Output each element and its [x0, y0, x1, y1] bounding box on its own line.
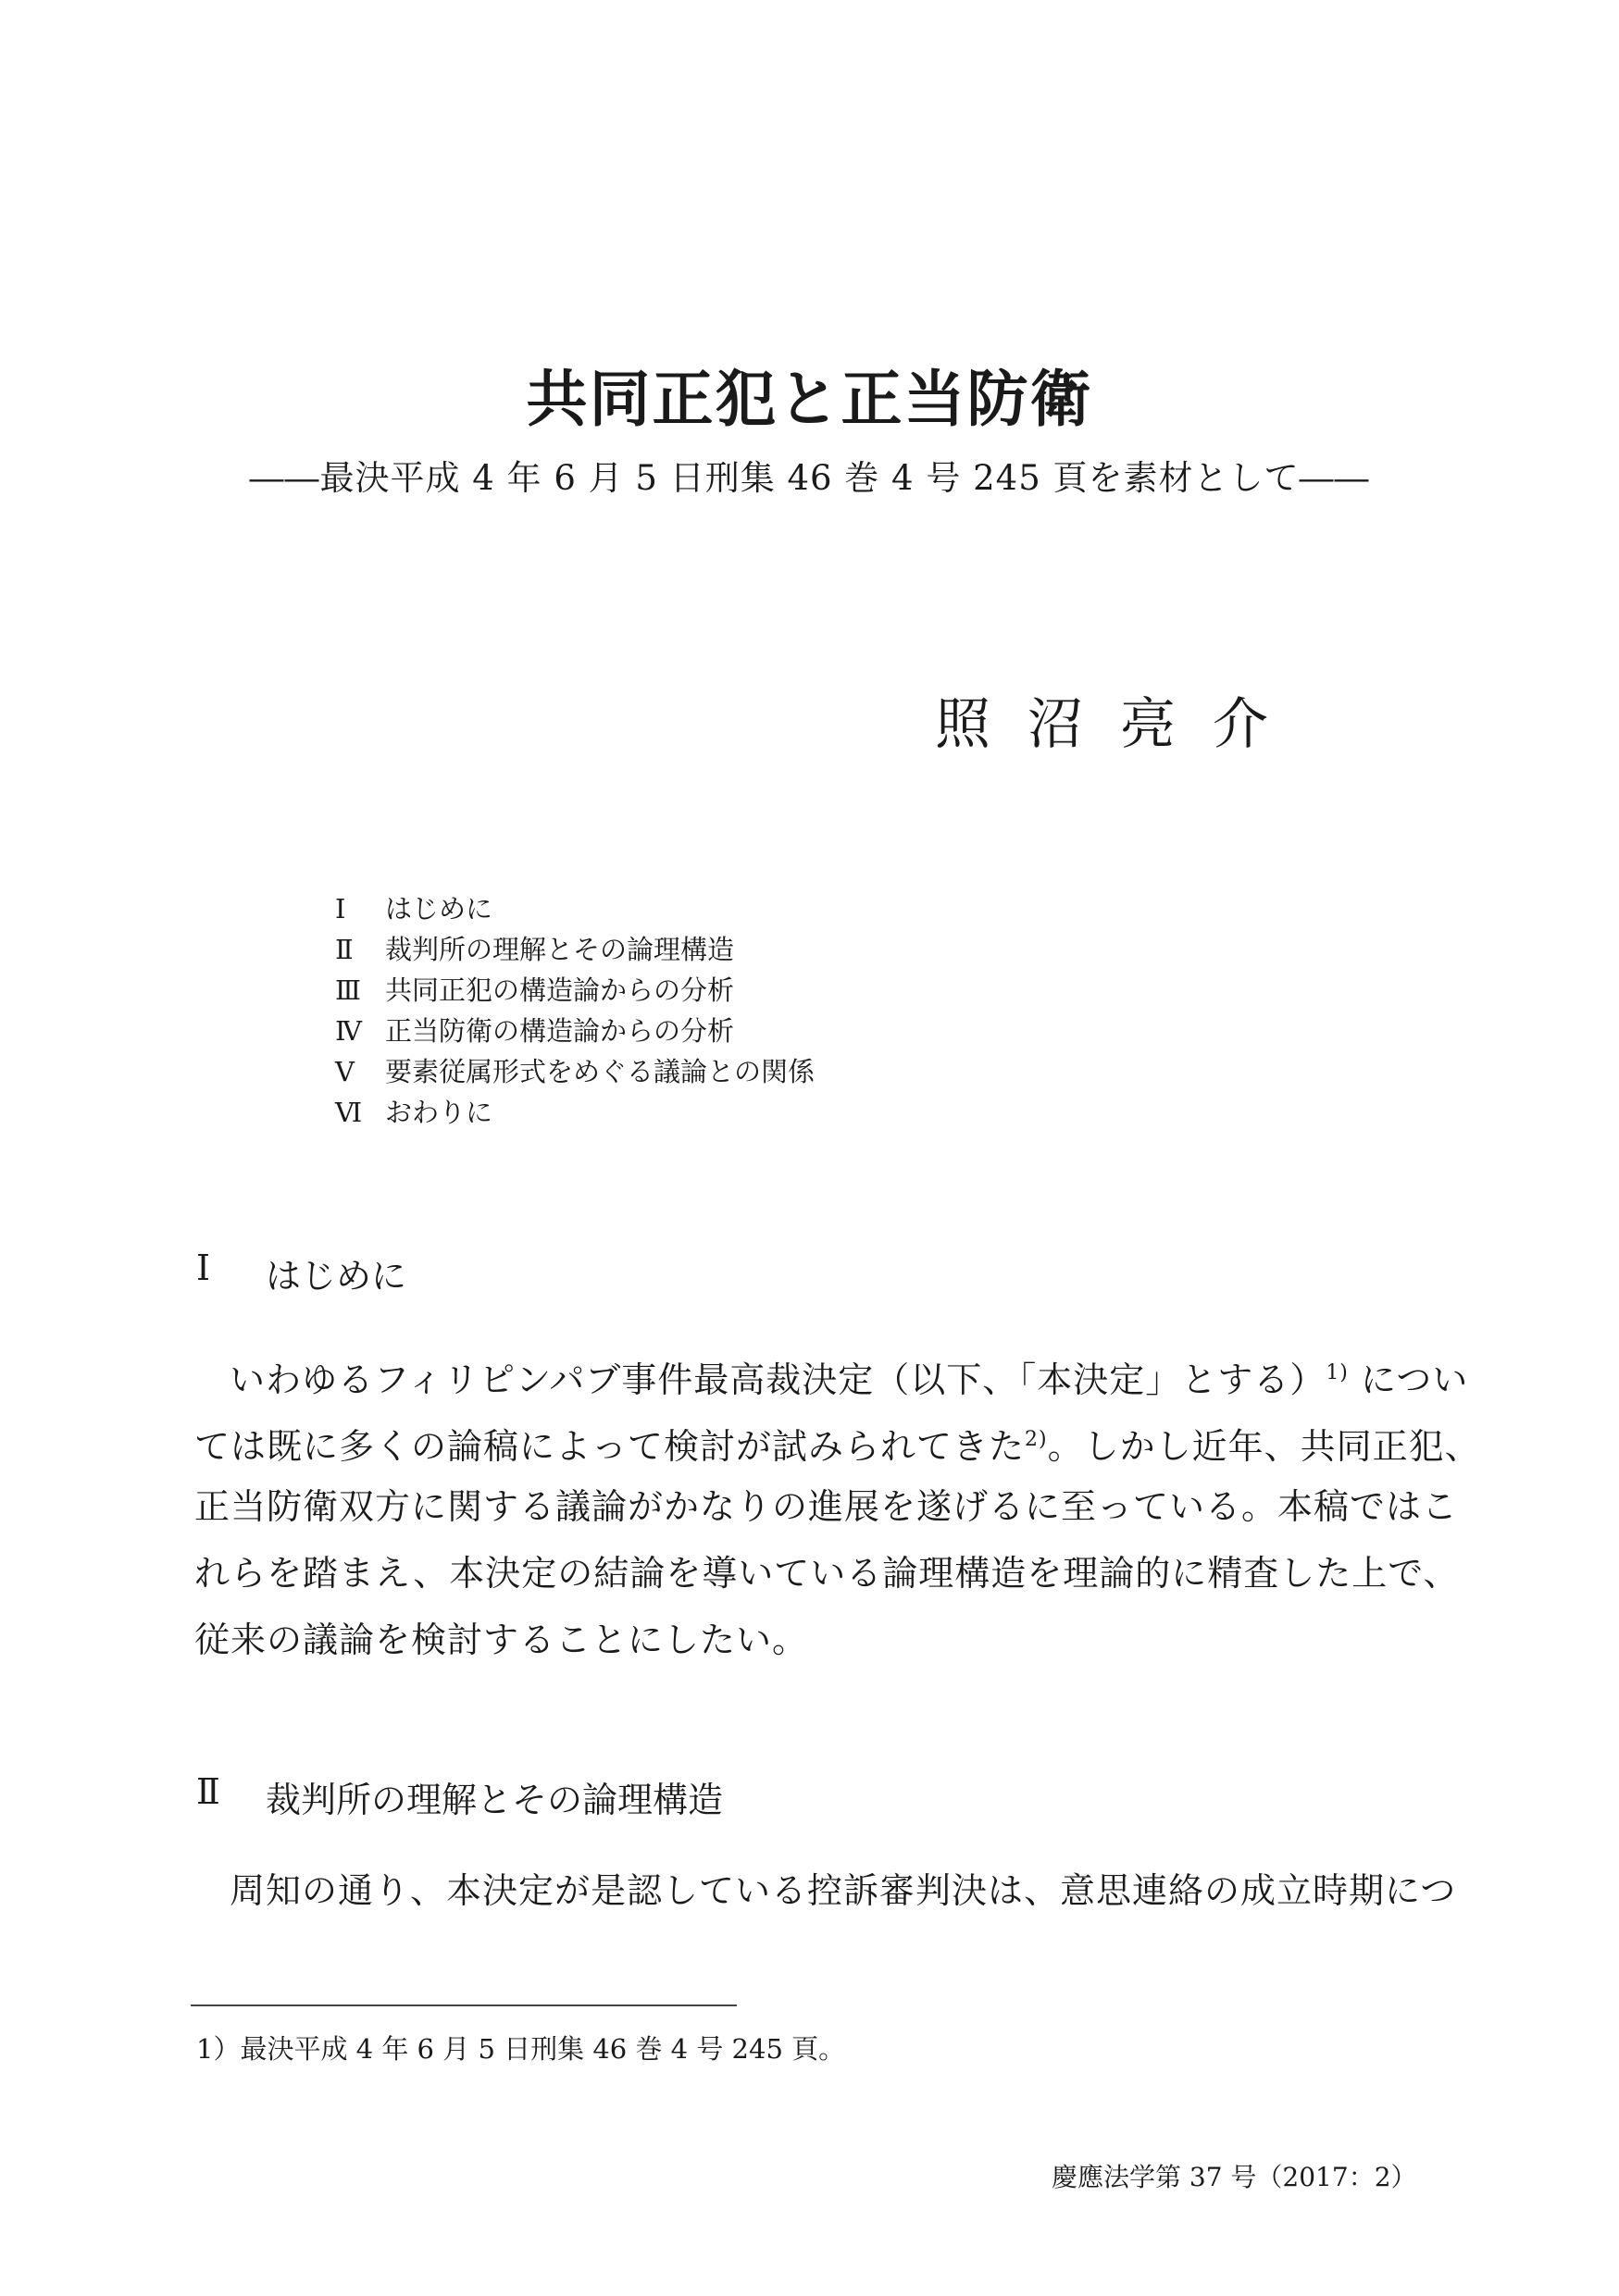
author-name: 照沼亮介 — [935, 692, 1305, 757]
toc-number: Ⅳ — [335, 1015, 362, 1047]
text-run: いわゆるフィリピンパブ事件最高裁決定（以下、「本決定」とする） — [230, 1359, 1326, 1400]
paragraph-line: 周知の通り、本決定が是認している控訴審判決は、意思連絡の成立時期につ — [230, 1870, 1457, 1911]
footnote-divider — [191, 2004, 737, 2006]
toc-item — [335, 970, 815, 1011]
section-2-paragraph — [194, 1857, 1457, 1924]
section-number: Ⅰ — [196, 1247, 211, 1288]
section-title: 裁判所の理解とその論理構造 — [266, 1780, 724, 1820]
toc-item — [335, 1051, 815, 1092]
table-of-contents — [335, 888, 815, 1133]
toc-text: おわりに — [385, 1097, 493, 1128]
footnote-ref-2[interactable]: 2) — [1025, 1428, 1048, 1451]
toc-text: 共同正犯の構造論からの分析 — [385, 974, 735, 1006]
toc-text: 正当防衛の構造論からの分析 — [385, 1015, 735, 1047]
toc-item — [335, 929, 815, 970]
toc-item — [335, 1011, 815, 1051]
toc-number: Ⅰ — [335, 893, 346, 925]
section-1-paragraph — [194, 1340, 1481, 1673]
paragraph-line: 従来の議論を検討することにしたい。 — [194, 1620, 809, 1660]
paragraph-line: れらを踏まえ、本決定の結論を導いている論理構造を理論的に精査した上で、 — [194, 1553, 1460, 1594]
section-number: Ⅱ — [196, 1771, 220, 1812]
section-heading-2 — [196, 1771, 723, 1822]
toc-text: 裁判所の理解とその論理構造 — [385, 934, 735, 965]
toc-item — [335, 1092, 815, 1133]
toc-text: 要素従属形式をめぐる議論との関係 — [385, 1056, 816, 1087]
text-run: ては既に多くの論稿によって検討が試みられてきた — [194, 1426, 1026, 1467]
paper-title: 共同正犯と正当防衛 — [526, 363, 1093, 435]
paper-subtitle: ――最決平成 4 年 6 月 5 日刑集 46 巻 4 号 245 頁を素材として―― — [249, 458, 1370, 498]
toc-number: Ⅵ — [335, 1097, 363, 1128]
text-run: 。しかし近年、共同正犯、 — [1047, 1426, 1481, 1467]
toc-item — [335, 888, 815, 929]
toc-number: Ⅲ — [335, 974, 361, 1006]
footnote-ref-1[interactable]: 1) — [1326, 1361, 1349, 1384]
journal-citation: 慶應法学第 37 号（2017：2） — [1052, 2162, 1417, 2192]
toc-text: はじめに — [385, 893, 493, 925]
section-heading-1 — [196, 1247, 406, 1298]
toc-number: Ⅴ — [335, 1056, 355, 1087]
paragraph-line: 正当防衛双方に関する議論がかなりの進展を遂げるに至っている。本稿ではこ — [194, 1486, 1459, 1527]
section-title: はじめに — [266, 1256, 407, 1297]
toc-number: Ⅱ — [335, 934, 354, 965]
footnote-1: 1）最決平成 4 年 6 月 5 日刑集 46 巻 4 号 245 頁。 — [196, 2033, 846, 2065]
paragraph-line — [194, 1340, 1469, 1407]
text-run: につい — [1348, 1359, 1469, 1400]
paragraph-line — [194, 1407, 1481, 1473]
